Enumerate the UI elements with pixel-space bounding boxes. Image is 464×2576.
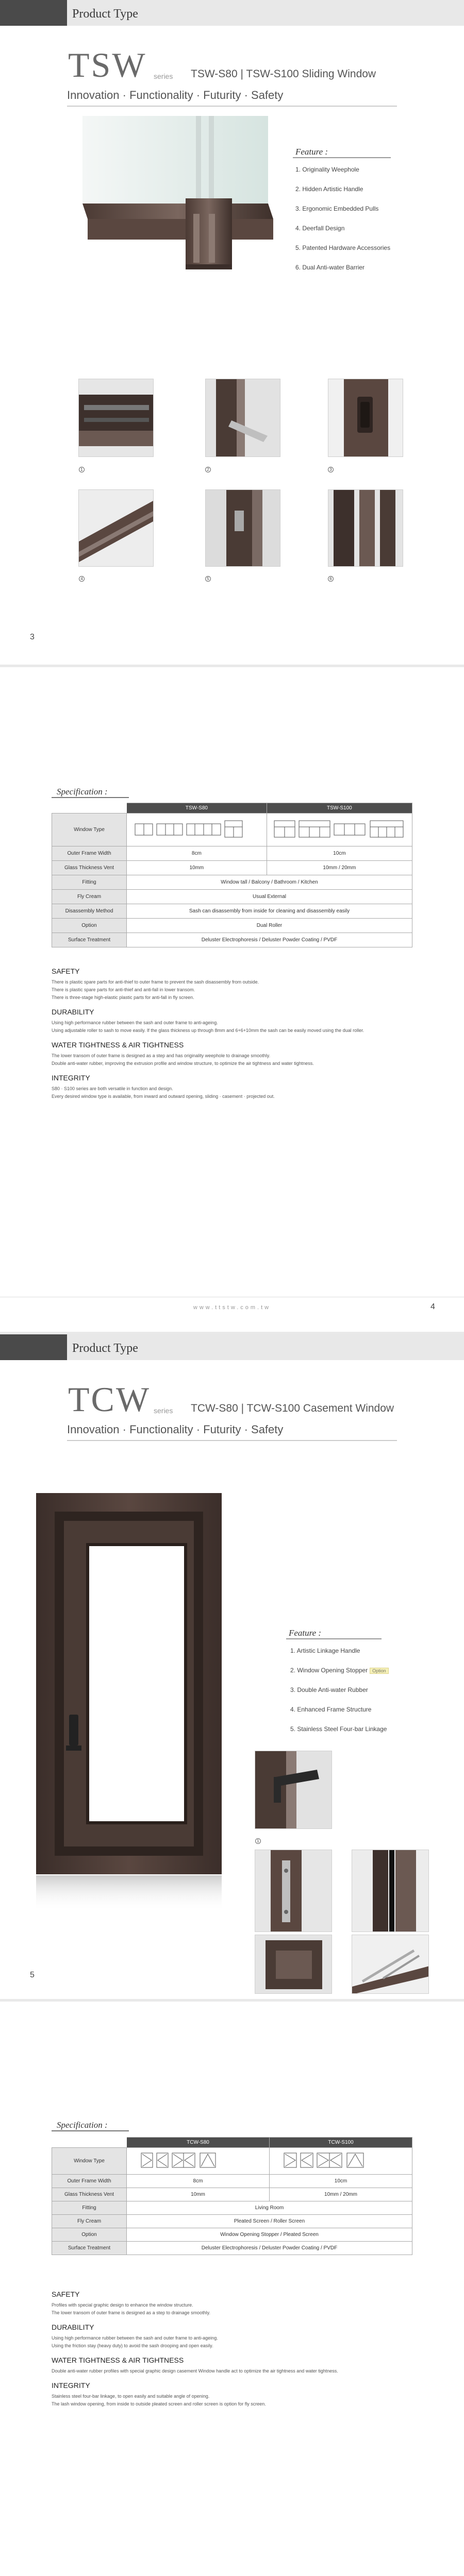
- series-suffix: series: [154, 72, 173, 80]
- feature-item: [290, 1667, 389, 1686]
- page-tsw-product: [0, 0, 464, 665]
- advantages-section: [52, 2290, 412, 2414]
- page-number: 3: [30, 633, 35, 641]
- series-name: TCW: [68, 1380, 151, 1419]
- product-type-label: Product Type: [72, 7, 138, 21]
- spec-divider: [52, 2130, 129, 2131]
- model-line: TCW-S80 | TCW-S100 Casement Window: [191, 1402, 394, 1414]
- slogan: Innovation · Functionality · Futurity · Safety: [67, 1423, 284, 1436]
- spec-row-label: Fly Cream: [52, 2215, 127, 2228]
- detail-photo-linkage-handle: [255, 1751, 332, 1829]
- advantage-text: Double anti-water rubber profiles with special graphic design casement Window handle act to optimize the air tightness and water tightness.: [52, 2368, 338, 2374]
- feature-item: 5. Patented Hardware Accessories: [295, 244, 391, 251]
- spec-col-header: TSW-S100: [267, 803, 412, 814]
- detail-photo-hardware: [205, 489, 280, 567]
- spec-col-header: TSW-S80: [127, 803, 267, 814]
- advantage-text: Double anti-water rubber, improving the extrusion profile and window structure, to optimize the air tightness and water tightness.: [52, 1061, 314, 1066]
- page-number: 5: [30, 1971, 35, 1979]
- spec-row-label: Disassembly Method: [52, 904, 127, 919]
- advantage-block: [52, 1008, 412, 1035]
- product-type-dark-block: [0, 0, 67, 26]
- spec-cell: Dual Roller: [127, 919, 412, 933]
- spec-row-label: Option: [52, 919, 127, 933]
- advantage-heading: SAFETY: [52, 2290, 80, 2298]
- spec-cell: 10mm: [127, 861, 267, 875]
- detail-photo-four-bar-linkage: [352, 1935, 429, 1994]
- feature-item: 1. Originality Weephole: [295, 166, 359, 173]
- feature-item: 2. Hidden Artistic Handle: [295, 185, 363, 193]
- advantage-heading: INTEGRITY: [52, 1074, 90, 1082]
- advantage-block: [52, 2323, 412, 2350]
- spec-table: [52, 2137, 412, 2255]
- advantage-text: There is plastic spare parts for anti-thief and anti-fall in lower transom.: [52, 987, 195, 992]
- spec-row-label: Outer Frame Width: [52, 2175, 127, 2188]
- feature-item: 3. Ergonomic Embedded Pulls: [295, 205, 379, 212]
- feature-divider: [286, 1638, 382, 1639]
- spec-cell: 10mm: [127, 2188, 270, 2201]
- advantage-text: The lower transom of outer frame is designed as a step and has originality weephole to drainage smoothly.: [52, 1053, 271, 1058]
- spec-row-label: Fitting: [52, 2201, 127, 2215]
- feature-list: [295, 166, 390, 283]
- series-name: TSW: [68, 45, 147, 84]
- feature-title: Feature :: [295, 147, 328, 157]
- page-tcw-specification: [0, 2002, 464, 2576]
- detail-photo-deerfall: [78, 489, 154, 567]
- photo-marker: 1: [79, 467, 85, 472]
- detail-photo-handle: [205, 379, 280, 457]
- spec-cell: 10mm / 20mm: [267, 861, 412, 875]
- feature-item-label: 2. Window Opening Stopper: [290, 1667, 368, 1674]
- feature-item: 4. Enhanced Frame Structure: [290, 1706, 372, 1713]
- spec-cell: 10cm: [270, 2175, 412, 2188]
- spec-cell: 10mm / 20mm: [270, 2188, 412, 2201]
- spec-row-label: Window Type: [52, 814, 127, 846]
- advantage-text: The lower transom of outer frame is designed as a step to drainage smoothly.: [52, 2310, 210, 2315]
- advantage-heading: SAFETY: [52, 967, 80, 975]
- spec-cell: Living Room: [127, 2201, 412, 2215]
- advantage-block: [52, 1074, 412, 1100]
- advantage-block: [52, 2290, 412, 2317]
- spec-cell: Deluster Electrophoresis / Deluster Powder Coating / PVDF: [127, 933, 412, 947]
- detail-photo-weephole: [78, 379, 154, 457]
- product-type-bar: [0, 1334, 464, 1360]
- spec-title: Specification :: [57, 2120, 108, 2130]
- advantage-text: Stainless steel four-bar linkage, to open easily and suitable angle of opening.: [52, 2394, 210, 2399]
- advantage-heading: WATER TIGHTNESS & AIR TIGHTNESS: [52, 1041, 184, 1049]
- photo-marker: 2: [205, 467, 211, 472]
- spec-row-label: Option: [52, 2228, 127, 2242]
- product-type-dark-block: [0, 1334, 67, 1360]
- advantage-heading: WATER TIGHTNESS & AIR TIGHTNESS: [52, 2356, 184, 2364]
- feature-list: [290, 1647, 389, 1745]
- feature-item: 6. Dual Anti-water Barrier: [295, 264, 365, 271]
- feature-divider: [293, 157, 391, 158]
- model-line: TSW-S80 | TSW-S100 Sliding Window: [191, 68, 376, 80]
- page-tcw-product: [0, 1334, 464, 1999]
- feature-title: Feature :: [289, 1628, 322, 1638]
- spec-cell: 10cm: [267, 846, 412, 861]
- spec-row-label: Glass Thickness Vent: [52, 861, 127, 875]
- advantage-block: [52, 2381, 412, 2408]
- spec-cell: Window Opening Stopper / Pleated Screen: [127, 2228, 412, 2242]
- photo-marker: 5: [205, 576, 211, 582]
- advantage-text: There is three-stage high-elastic plastic parts for anti-fall in fly screen.: [52, 995, 194, 1000]
- spec-title: Specification :: [57, 787, 108, 796]
- spec-corner: [52, 803, 127, 814]
- spec-col-header: TCW-S80: [127, 2138, 270, 2148]
- hero-sliding-window-image: [77, 116, 278, 291]
- advantage-text: Using the friction stay (heavy duty) to avoid the sash drooping and open easily.: [52, 2343, 213, 2348]
- spec-cell: Window tall / Balcony / Bathroom / Kitchen: [127, 875, 412, 890]
- page-number: 4: [430, 1302, 435, 1311]
- spec-cell: Sash can disassembly from inside for cleaning and disassembly easily: [127, 904, 412, 919]
- spec-cell: Deluster Electrophoresis / Deluster Powder Coating / PVDF: [127, 2242, 412, 2255]
- photo-marker: 4: [79, 576, 85, 582]
- window-type-diagram-s80: [127, 814, 267, 846]
- spec-cell: Usual External: [127, 890, 412, 904]
- slogan-divider: [67, 106, 397, 107]
- advantage-block: [52, 967, 412, 1002]
- window-type-diagram-s100: [270, 2148, 412, 2175]
- advantage-text: Every desired window type is available, from inward and outward opening, sliding · casement · projected out.: [52, 1094, 275, 1099]
- advantage-text: Using adjustable roller to sash to move easily. If the glass thickness up through 8mm and 6+6+10mm the sash can be easily moved using the dual roller.: [52, 1028, 364, 1033]
- advantage-block: [52, 1041, 412, 1067]
- spec-cell: Pleated Screen / Roller Screen: [127, 2215, 412, 2228]
- detail-photo-stopper: [255, 1850, 332, 1932]
- photo-marker: 6: [328, 576, 334, 582]
- hero-casement-window-image: [31, 1493, 227, 1921]
- photo-marker: 3: [328, 467, 334, 472]
- spec-row-label: Window Type: [52, 2148, 127, 2175]
- product-type-bar: [0, 0, 464, 26]
- detail-photo-frame-structure: [255, 1935, 332, 1994]
- feature-item: 1. Artistic Linkage Handle: [290, 1647, 360, 1654]
- product-type-label: Product Type: [72, 1342, 138, 1355]
- advantage-text: Profiles with special graphic design to enhance the window structure.: [52, 2302, 193, 2308]
- spec-row-label: Outer Frame Width: [52, 846, 127, 861]
- detail-photo-barrier: [328, 489, 403, 567]
- spec-table: [52, 803, 412, 947]
- option-tag: Option: [370, 1668, 389, 1674]
- spec-row-label: Surface Treatment: [52, 2242, 127, 2255]
- spec-row-label: Surface Treatment: [52, 933, 127, 947]
- spec-divider: [52, 797, 129, 798]
- spec-corner: [52, 2138, 127, 2148]
- advantages-section: [52, 967, 412, 1107]
- advantage-text: The lash window opening, from inside to outside pleated screen and roller screen is option for fly screen.: [52, 2401, 266, 2406]
- slogan: Innovation · Functionality · Futurity · Safety: [67, 89, 284, 101]
- detail-photo-pull: [328, 379, 403, 457]
- feature-item: 4. Deerfall Design: [295, 225, 345, 232]
- feature-item: 5. Stainless Steel Four-bar Linkage: [290, 1725, 387, 1733]
- advantage-heading: DURABILITY: [52, 2323, 94, 2331]
- spec-row-label: Fitting: [52, 875, 127, 890]
- series-suffix: series: [154, 1406, 173, 1415]
- detail-photo-rubber: [352, 1850, 429, 1932]
- spec-cell: 8cm: [127, 846, 267, 861]
- website-url: www.ttstw.com.tw: [193, 1304, 271, 1311]
- advantage-heading: INTEGRITY: [52, 2381, 90, 2389]
- spec-row-label: Fly Cream: [52, 890, 127, 904]
- window-type-diagram-s100: [267, 814, 412, 846]
- advantage-heading: DURABILITY: [52, 1008, 94, 1016]
- spec-row-label: Glass Thickness Vent: [52, 2188, 127, 2201]
- window-type-diagram-s80: [127, 2148, 270, 2175]
- spec-col-header: TCW-S100: [270, 2138, 412, 2148]
- slogan-divider: [67, 1440, 397, 1441]
- photo-marker: 1: [255, 1838, 261, 1844]
- advantage-block: [52, 2356, 412, 2375]
- advantage-text: Using high performance rubber between the sash and outer frame to anti-ageing.: [52, 2335, 218, 2341]
- advantage-text: S80 · S100 series are both versatile in function and design.: [52, 1086, 173, 1091]
- page-tsw-specification: [0, 667, 464, 1332]
- feature-item: 3. Double Anti-water Rubber: [290, 1686, 368, 1693]
- advantage-text: Using high performance rubber between the sash and outer frame to anti-ageing.: [52, 1020, 218, 1025]
- spec-cell: 8cm: [127, 2175, 270, 2188]
- advantage-text: There is plastic spare parts for anti-thief to outer frame to prevent the sash disassembly from outside.: [52, 979, 259, 985]
